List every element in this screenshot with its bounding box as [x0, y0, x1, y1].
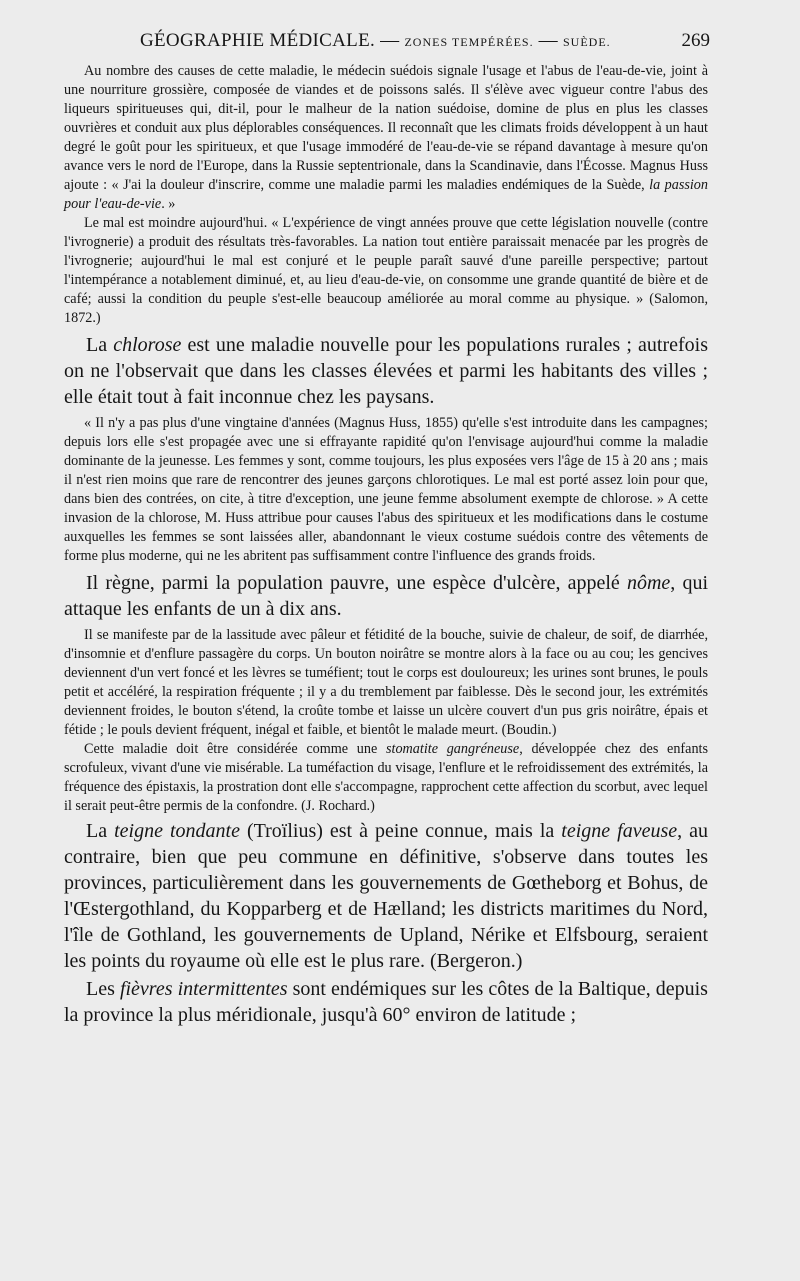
running-header — [140, 30, 710, 54]
paragraph-text: Il règne, parmi la population pauvre, une espèce d'ulcère, appelé — [86, 572, 627, 594]
paragraph-nome-symptoms: Il se manifeste par de la lassitude avec pâleur et fétidité de la bouche, suivie de chaleur, de soif, de diarrhée, d'insomnie et d'enflure passagère du corps. Un bouton noirâtre se montre alors à la face ou au cou; les gencives deviennent d'un vert foncé et les lèvres se tuméfient; tout le corps est douloureux; les urines sont brunes, le pouls petit et accéléré, la respiration fréquente ; il y a du tremblement par faiblesse. Dès le second jour, les extrémités deviennent froides, le bouton s'étend, la croûte tombe et laisse un ulcère couvert d'un pus gris noirâtre, épais et fétide ; le pouls devient fréquent, inégal et faible, et bientôt le malade meurt. (Boudin.) — [64, 627, 708, 738]
paragraph-text: sont endémiques sur les côtes de la Baltique, depuis la province la plus méridionale, jusqu'à 60° environ de latitude ; — [64, 978, 708, 1026]
paragraph-legislation: Le mal est moindre aujourd'hui. « L'expérience de vingt années prouve que cette législation nouvelle (contre l'ivrognerie) a produit des résultats très-favorables. La nation tout entière paraissait menacée par les progrès de l'ivrognerie; aujourd'hui le mal est conjuré et le peuple paraît sauvé d'une pareille perspective; partout l'intempérance a notablement diminué, et, au lieu d'eau-de-vie, on consomme une grande quantité de bière et de café; aussi la condition du peuple s'est-elle beaucoup améliorée au moral comme au physique. » (Salomon, 1872.) — [64, 215, 708, 326]
paragraph-nome — [64, 570, 708, 622]
emphasis-text: la passion pour l'eau-de-vie — [64, 177, 708, 212]
paragraph-text: (Troïlius) est à peine connue, mais la — [239, 820, 562, 842]
header-country: SUÈDE. — [562, 35, 611, 49]
paragraph-text: Au nombre des causes de cette maladie, le médecin suédois signale l'usage et l'abus de l'eau-de-vie, joint à une nourriture grossière, composée de viandes et de poissons salés. Il s'élève avec vigueur contre l'abus des liqueurs spiritueuses qui, dit-il, pour le malheur de la nation suédoise, domine de plus en plus les classes ouvrières et conduit aux plus déplorables conséquences. Il reconnaît que les climats froids développent à un haut degré le goût pour les spiritueux, et que l'usage immodéré de l'eau-de-vie se répand davantage à mesure qu'on avance vers le nord de l'Europe, dans la Russie septentrionale, dans la Scandinavie, dans l'Écosse. Magnus Huss ajoute : « J'ai la douleur d'inscrire, comme une maladie parmi les maladies endémiques de la Suède, — [64, 63, 708, 193]
paragraph-stomatite — [64, 740, 708, 816]
paragraph-text: . » — [161, 196, 176, 212]
paragraph-chlorose — [64, 332, 708, 410]
paragraph-text: La — [86, 820, 115, 842]
header-separator: — — [375, 30, 405, 51]
paragraph-text: La — [86, 334, 114, 356]
paragraph-text: Cette maladie doit être considérée comme une — [84, 741, 386, 757]
emphasis-text: teigne faveuse — [561, 820, 678, 842]
paragraph-teigne — [64, 818, 708, 974]
header-title — [140, 30, 611, 52]
header-title-main: GÉOGRAPHIE MÉDICALE. — [140, 30, 376, 51]
paragraph-chlorose-detail: « Il n'y a pas plus d'une vingtaine d'années (Magnus Huss, 1855) qu'elle s'est introduite dans les campagnes; depuis lors elle s'est propagée avec une si effrayante rapidité qu'on l'envisage aujourd'hui comme la maladie dominante de la jeunesse. Les femmes y sont, comme toujours, les plus exposées vers l'âge de 15 à 20 ans ; mais il n'est rien moins que rare de rencontrer des jeunes garçons chlorotiques. Le mal est porté assez loin pour que, dans bien des contrées, on cite, à titre d'exception, une jeune femme absolument exempte de chlorose. » A cette invasion de la chlorose, M. Huss attribue pour causes l'abus des spiritueux et les modifications dans le costume auxquelles les femmes se sont laissées aller, abandonnant le vieux costume suédois contre des vêtements de forme plus moderne, qui ne les abritent pas suffisamment contre l'influence des grands froids. — [64, 415, 708, 564]
paragraph-text: , qui attaque les enfants de un à dix ans. — [64, 572, 709, 620]
paragraph-text: , développée chez des enfants scrofuleux, vivant d'une vie misérable. La tuméfaction du visage, l'enflure et le refroidissement des extrémités, la fréquence des épistaxis, la prostration dont elle s'accompagne, rapprochent cette affection du scorbut, avec lequel il serait peut-être permis de la confondre. (J. Rochard.) — [64, 741, 709, 814]
header-section: ZONES TEMPÉRÉES. — [404, 35, 534, 49]
paragraph-text: est une maladie nouvelle pour les populations rurales ; autrefois on ne l'observait que dans les classes élevées et parmi les habitants des villes ; elle était tout à fait inconnue chez les paysans. — [64, 334, 708, 408]
paragraph-fievres — [64, 976, 708, 1028]
paragraph-text: Les — [86, 978, 120, 1000]
emphasis-text: teigne tondante — [114, 820, 240, 842]
page-number: 269 — [681, 30, 710, 51]
page-body — [64, 62, 708, 1028]
paragraph-text: , au contraire, bien que peu commune en définitive, s'observe dans toutes les provinces, particulièrement dans les gouvernements de Gœtheborg et Bohus, de l'Œstergothland, du Kopparberg et de Hælland; les districts maritimes du Nord, l'île de Gothland, les gouvernements de Upland, Nérike et Elfsbourg, seraient les points du royaume où elle est le plus rare. (Bergeron.) — [64, 820, 708, 972]
emphasis-text: stomatite gangréneuse — [385, 741, 520, 757]
header-separator: — — [533, 30, 563, 51]
emphasis-text: fièvres intermittentes — [119, 978, 288, 1000]
emphasis-text: chlorose — [113, 334, 182, 356]
paragraph-alcohol-causes — [64, 62, 708, 214]
emphasis-text: nôme — [626, 572, 671, 594]
